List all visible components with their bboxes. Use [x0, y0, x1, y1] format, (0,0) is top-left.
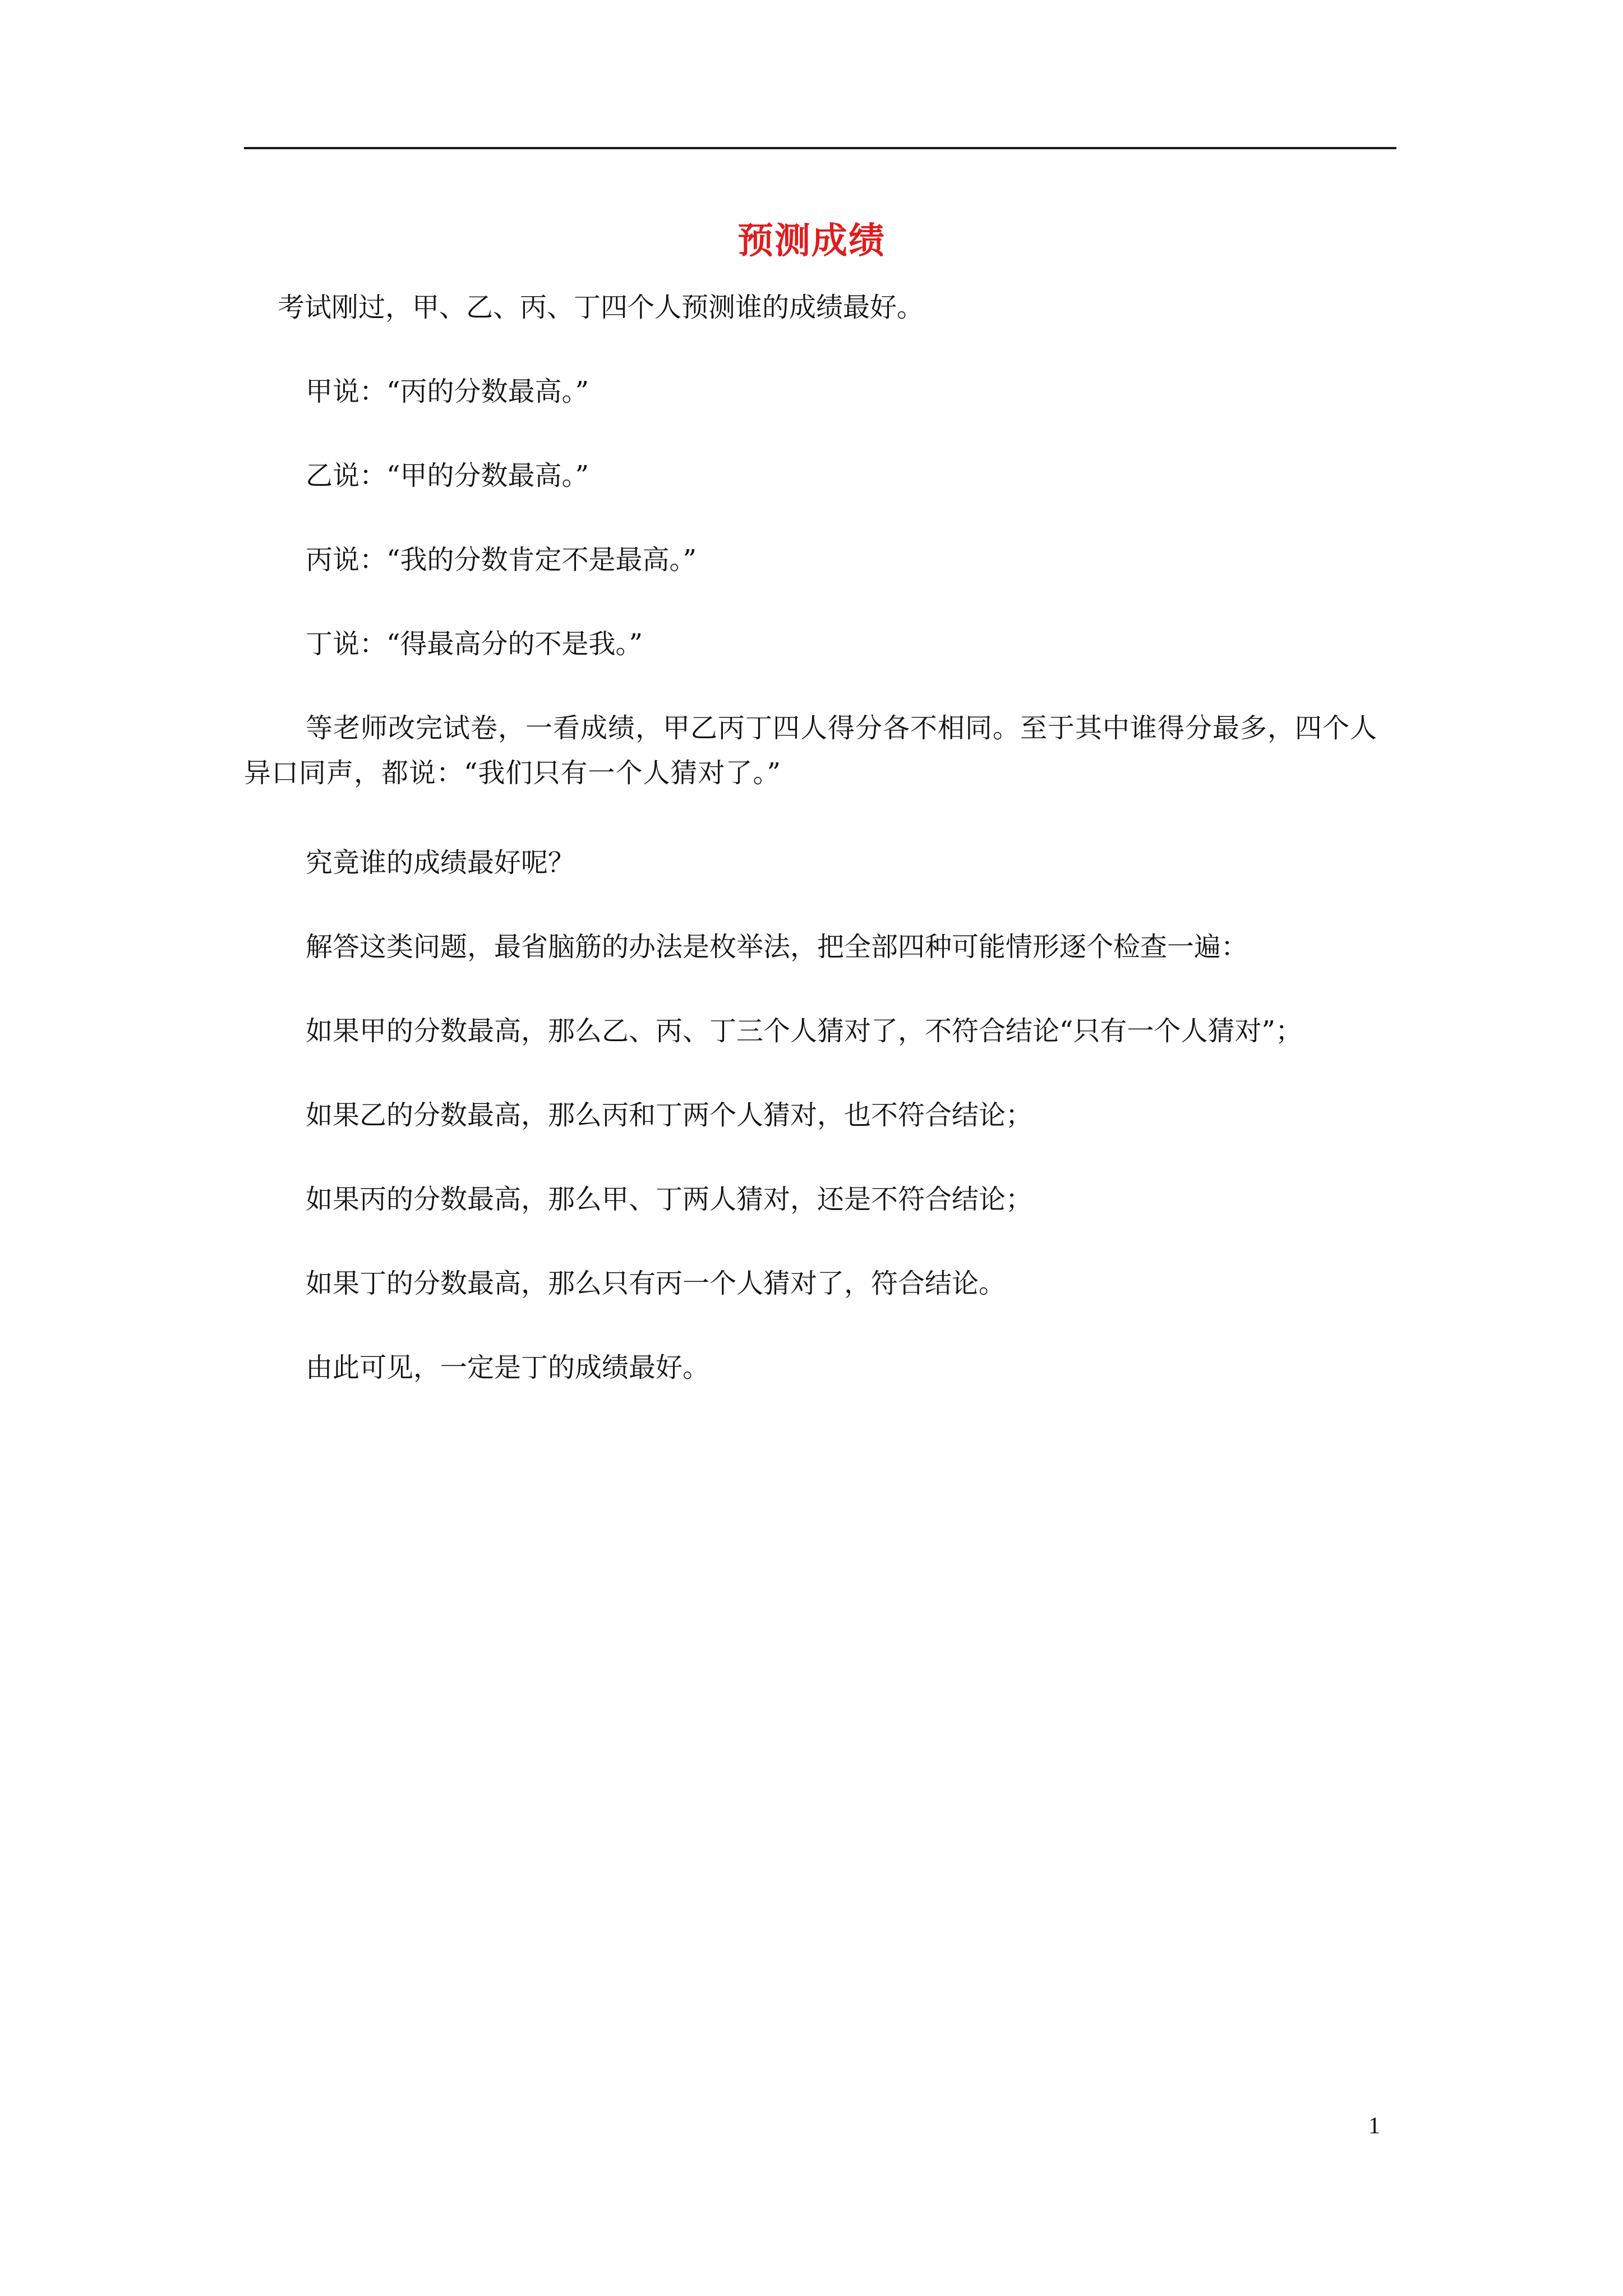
paragraph-yi-says: 乙说：“甲的分数最高。” [306, 460, 589, 491]
page-number: 1 [1368, 2113, 1380, 2139]
page-title: 预测成绩 [737, 220, 886, 262]
header-rule [244, 147, 1396, 149]
paragraph-intro: 考试刚过，甲、乙、丙、丁四个人预测谁的成绩最好。 [278, 292, 924, 323]
paragraph-case-ding: 如果丁的分数最高，那么只有丙一个人猜对了，符合结论。 [306, 1268, 1006, 1299]
paragraph-case-yi: 如果乙的分数最高，那么丙和丁两个人猜对，也不符合结论； [306, 1099, 1033, 1131]
paragraph-case-jia: 如果甲的分数最高，那么乙、丙、丁三个人猜对了，不符合结论“只有一个人猜对”； [306, 1015, 1303, 1047]
paragraph-case-bing: 如果丙的分数最高，那么甲、丁两人猜对，还是不符合结论； [306, 1184, 1033, 1215]
paragraph-ding-says: 丁说：“得最高分的不是我。” [306, 628, 643, 660]
paragraph-teacher-grading: 等老师改完试卷，一看成绩，甲乙丙丁四人得分各不相同。至于其中谁得分最多，四个人异口同声，都说：“我们只有一个人猜对了。” [244, 712, 1378, 789]
paragraph-question: 究竟谁的成绩最好呢？ [306, 847, 575, 878]
paragraph-jia-says: 甲说：“丙的分数最高。” [306, 376, 589, 407]
paragraph-conclusion: 由此可见，一定是丁的成绩最好。 [306, 1352, 710, 1383]
paragraph-method: 解答这类问题，最省脑筋的办法是枚举法，把全部四种可能情形逐个检查一遍： [306, 931, 1248, 963]
paragraph-bing-says: 丙说：“我的分数肯定不是最高。” [306, 544, 697, 576]
